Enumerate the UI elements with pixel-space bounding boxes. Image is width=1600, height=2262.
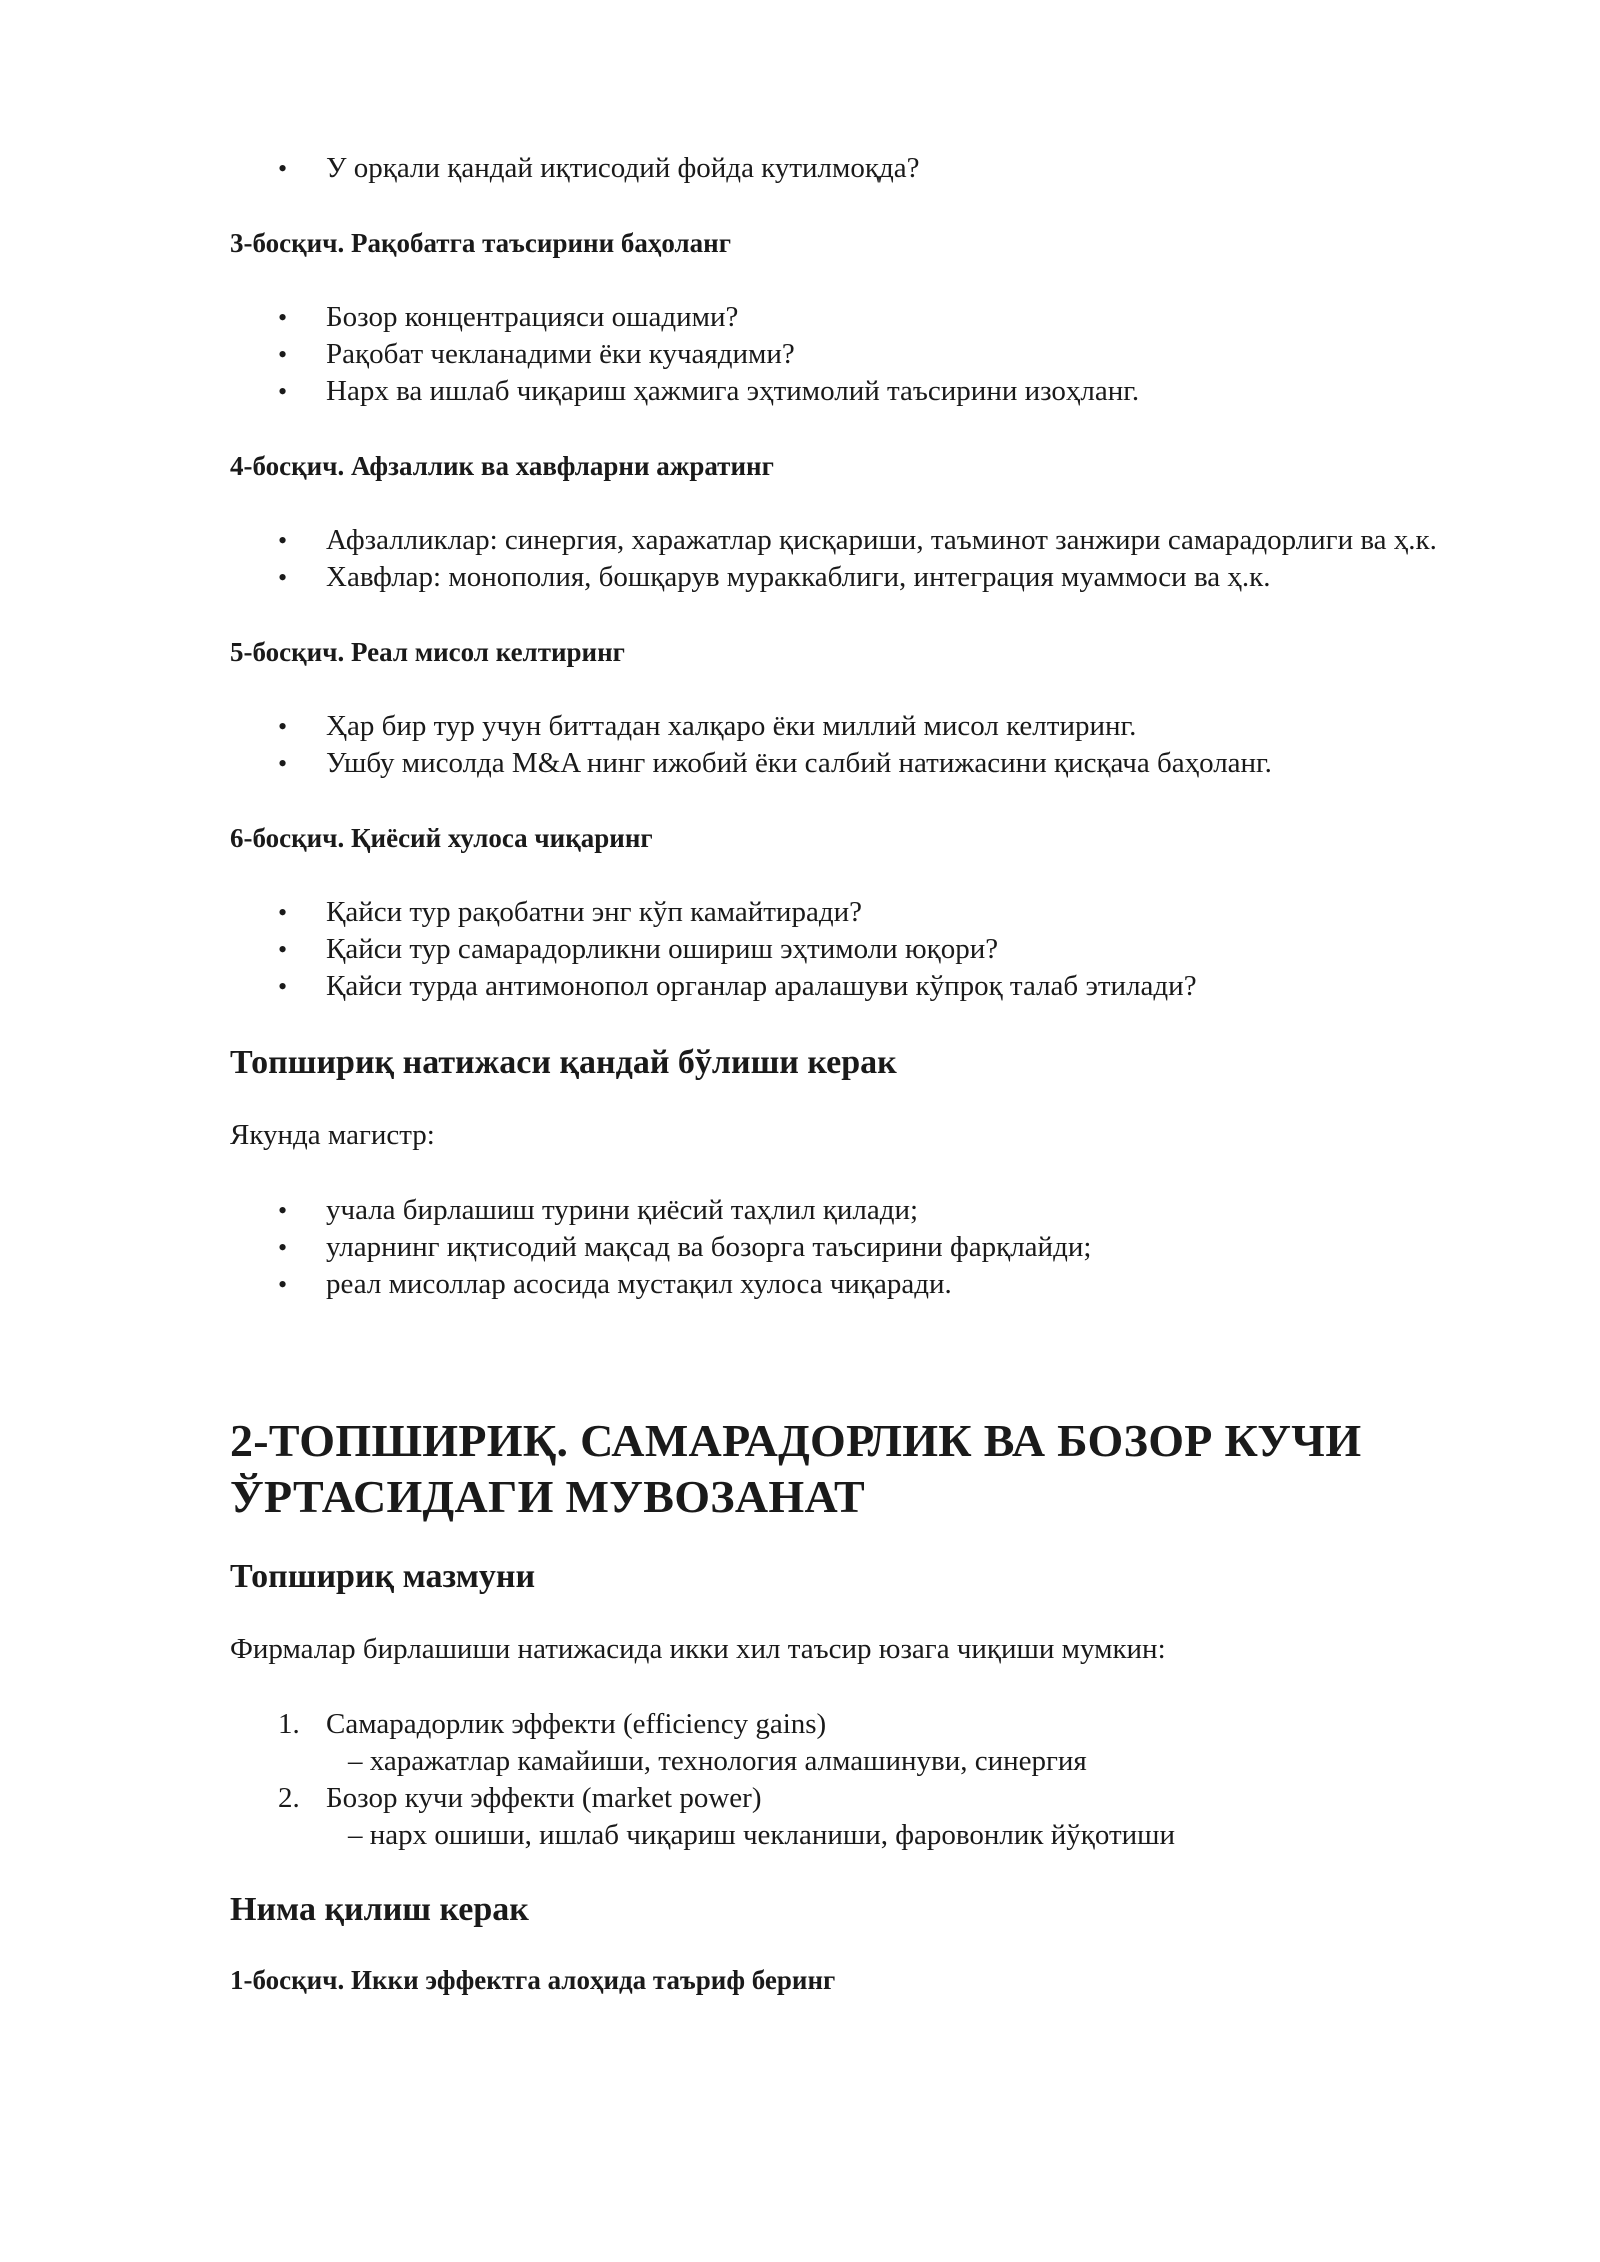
list-item: • уларнинг иқтисодий мақсад ва бозорга таъсирини фарқлайди; [230,1229,1490,1266]
result-heading: Топшириқ натижаси қандай бўлиши керак [230,1044,897,1081]
result-bullet-list [230,1192,1490,1303]
result-intro: Якунда магистр: [230,1119,435,1151]
list-item: • Хавфлар: монополия, бошқарув мураккаблиги, интеграция муаммоси ва ҳ.к. [230,559,1490,596]
bullet-icon: • [278,563,288,592]
bullet-icon: • [278,972,288,1001]
bullet-icon: • [278,749,288,778]
step3-bullet-list [230,299,1490,410]
bullet-icon: • [278,340,288,369]
bullet-icon: • [278,898,288,927]
step5-heading: 5-босқич. Реал мисол келтиринг [230,637,625,667]
bullet-icon: • [278,154,288,183]
top-bullet-list [230,150,1490,187]
task2-numbered-list [230,1706,1490,1854]
bullet-icon: • [278,712,288,741]
list-item: 1. Самарадорлик эффекти (efficiency gains) – харажатлар камайиши, технология алмашинуви, синергия [278,1708,1087,1777]
bullet-icon: • [278,1270,288,1299]
list-item: • Рақобат чекланадими ёки кучаядими? [230,336,1490,373]
bullet-icon: • [278,1233,288,1262]
task2-title: 2-ТОПШИРИҚ. САМАРАДОРЛИК ВА БОЗОР КУЧИ ЎРТАСИДАГИ МУВОЗАНАТ [230,1415,1362,1522]
bullet-icon: • [278,1196,288,1225]
list-item: • Қайси тур рақобатни энг кўп камайтиради? [230,894,1490,931]
bullet-icon: • [278,303,288,332]
list-item: • Нарх ва ишлаб чиқариш ҳажмига эҳтимолий таъсирини изоҳланг. [230,373,1490,410]
todo-heading: Нима қилиш керак [230,1891,529,1928]
list-item: • реал мисоллар асосида мустақил хулоса чиқаради. [230,1266,1490,1303]
bullet-icon: • [278,377,288,406]
list-item: 2. Бозор кучи эффекти (market power) – нарх ошиши, ишлаб чиқариш чекланиши, фаровонлик йўқотиши [278,1782,1176,1851]
list-item: • Афзалликлар: синергия, харажатлар қисқариши, таъминот занжири самарадорлиги ва ҳ.к. [230,522,1490,559]
list-number: 2. [278,1782,300,1814]
bullet-icon: • [278,526,288,555]
task2-content-heading: Топшириқ мазмуни [230,1558,536,1595]
step5-bullet-list [230,708,1490,782]
step4-bullet-list [230,522,1490,596]
list-item: • Ушбу мисолда M&A нинг ижобий ёки салбий натижасини қисқача баҳоланг. [230,745,1490,782]
step6-heading: 6-босқич. Қиёсий хулоса чиқаринг [230,823,653,853]
step4-heading: 4-босқич. Афзаллик ва хавфларни ажратинг [230,451,774,481]
list-item: • У орқали қандай иқтисодий фойда кутилмоқда? [230,150,1490,187]
list-item: • Ҳар бир тур учун биттадан халқаро ёки миллий мисол келтиринг. [230,708,1490,745]
step3-heading: 3-босқич. Рақобатга таъсирини баҳоланг [230,228,732,258]
list-item: • Қайси тур самарадорликни ошириш эҳтимоли юқори? [230,931,1490,968]
task2-step1-heading: 1-босқич. Икки эффектга алоҳида таъриф беринг [230,1965,836,1995]
list-item: • Бозор концентрацияси ошадими? [230,299,1490,336]
list-item: • учала бирлашиш турини қиёсий таҳлил қилади; [230,1192,1490,1229]
list-item: • Қайси турда антимонопол органлар аралашуви кўпроқ талаб этилади? [230,968,1490,1005]
bullet-icon: • [278,935,288,964]
list-number: 1. [278,1708,300,1740]
document-content [230,150,1490,1998]
task2-content-intro: Фирмалар бирлашиши натижасида икки хил таъсир юзага чиқиши мумкин: [230,1633,1166,1665]
step6-bullet-list [230,894,1490,1005]
